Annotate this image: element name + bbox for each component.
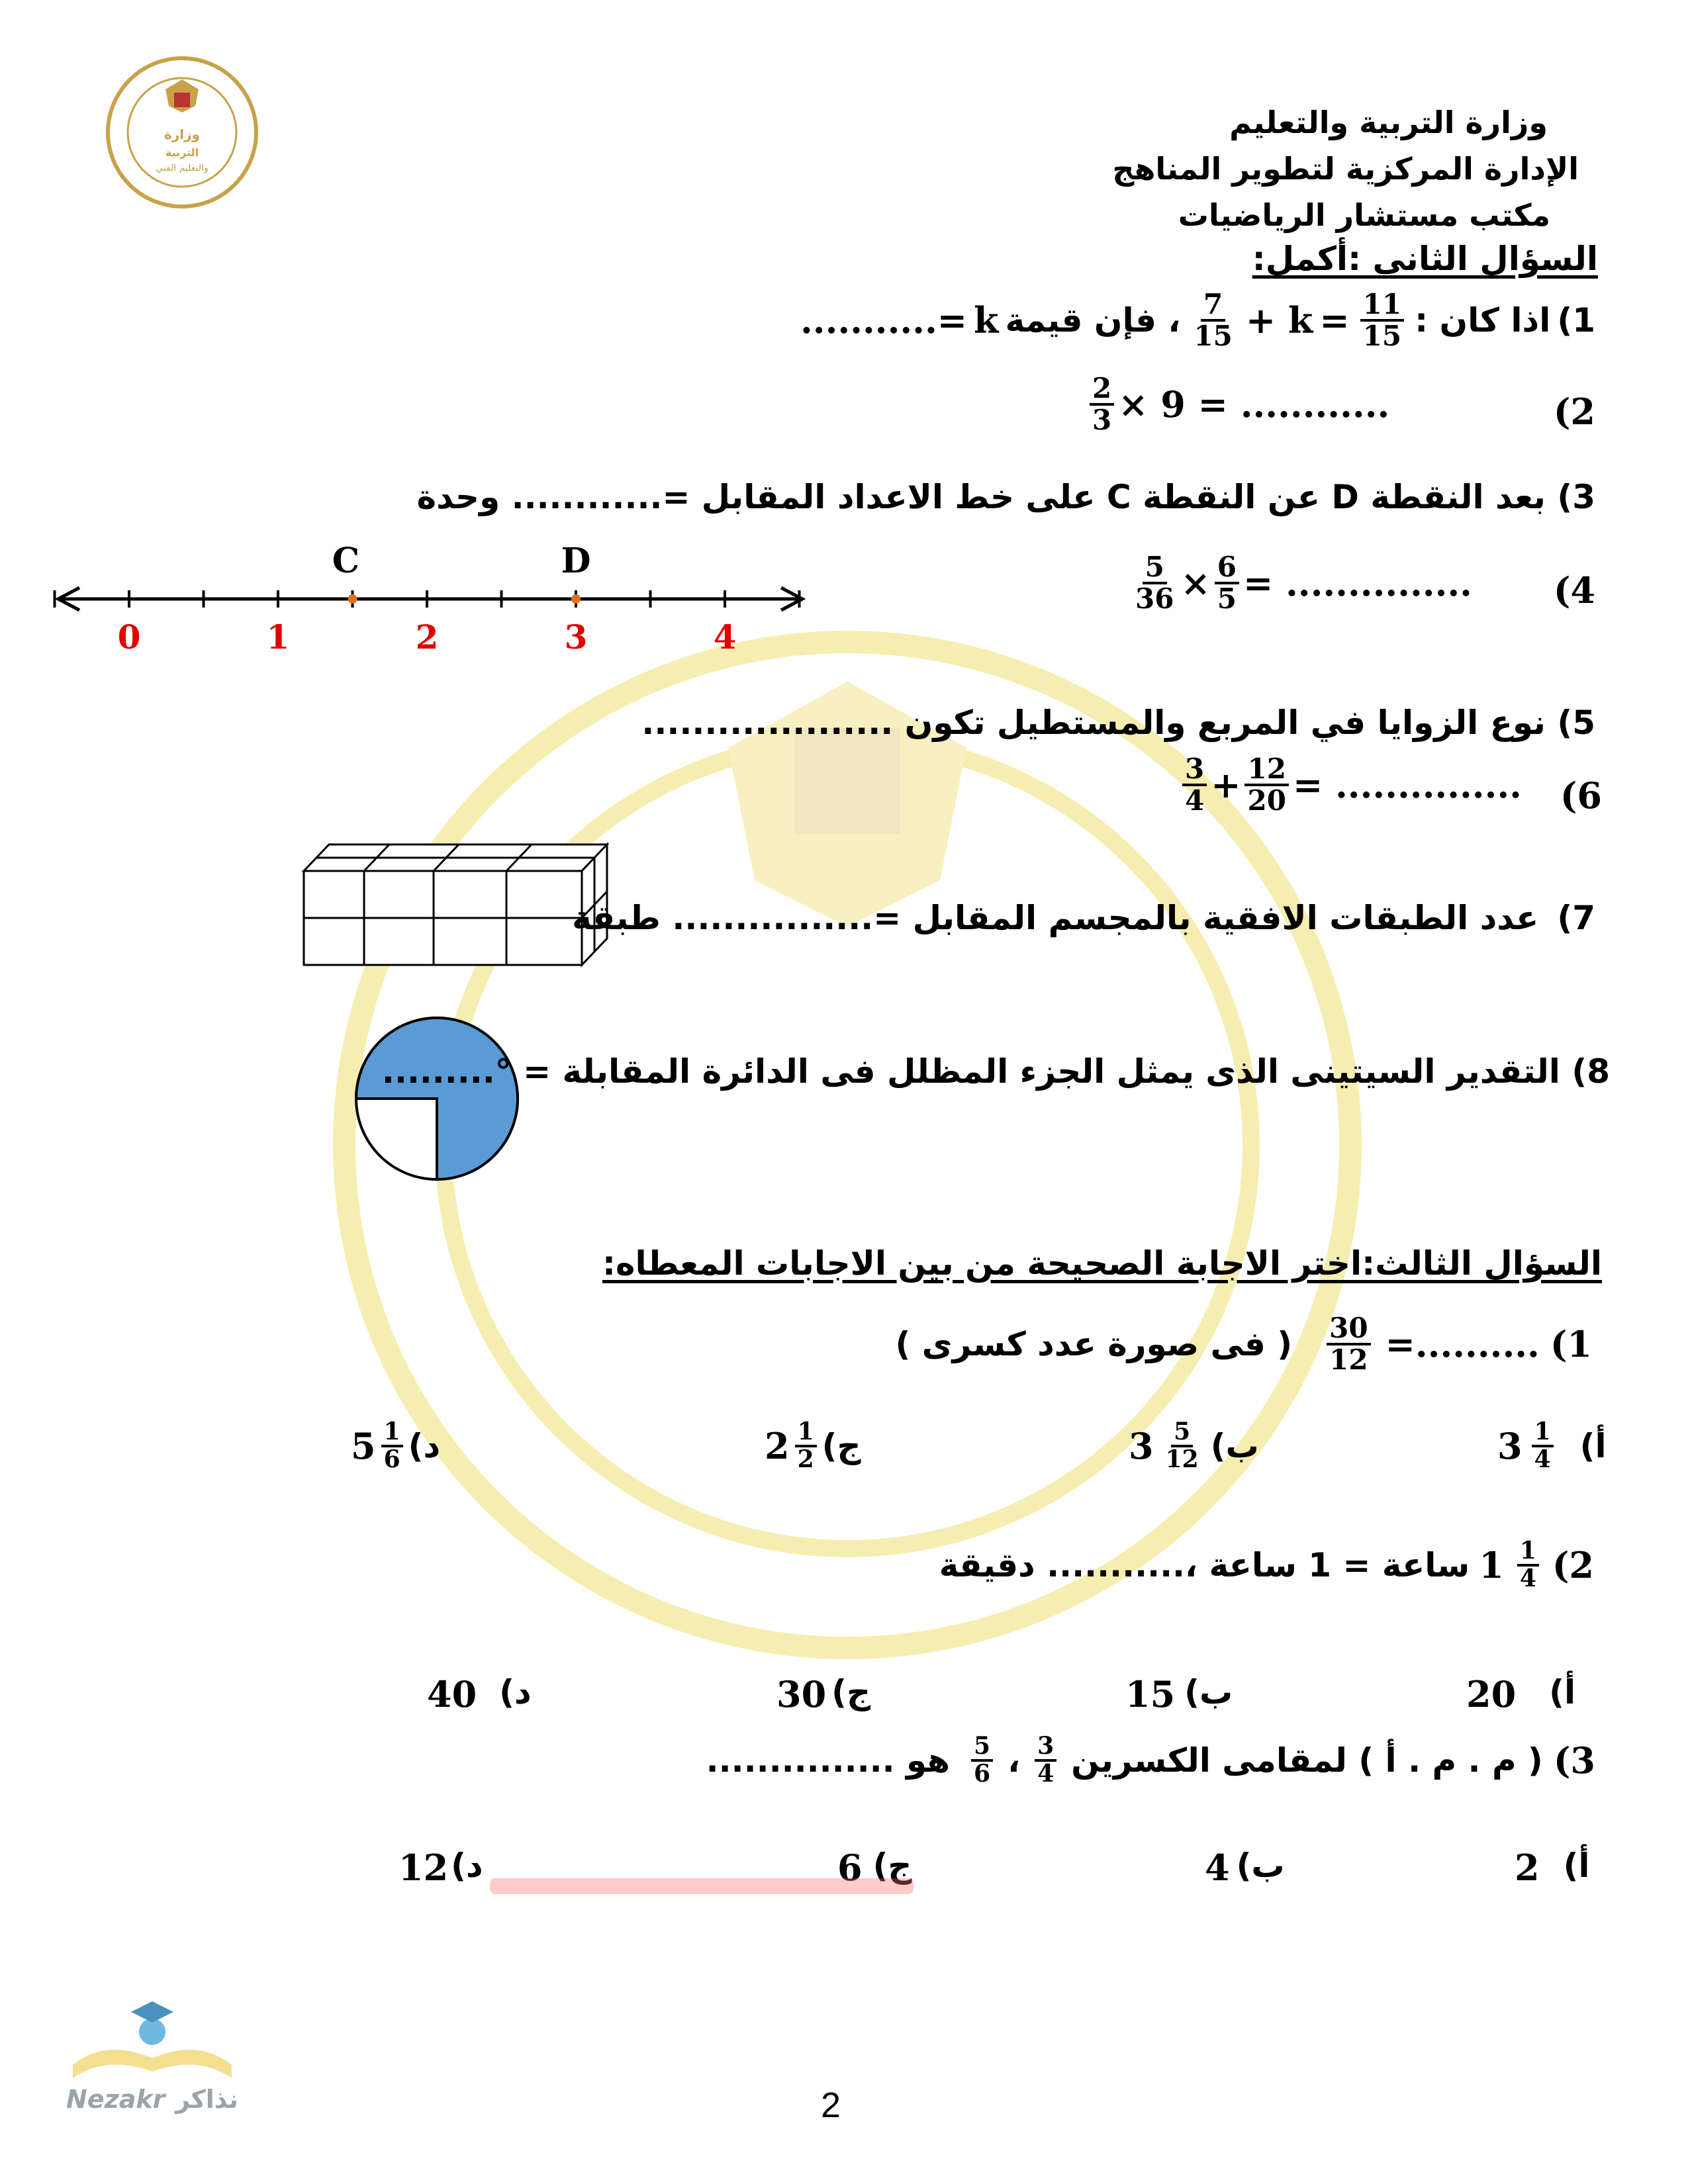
header-department: الإدارة المركزية لتطوير المناهج — [1112, 151, 1579, 187]
point-c-label: C — [332, 541, 360, 581]
s2-q1 — [800, 290, 1595, 351]
s3-q1-blank: ..........= — [1385, 1323, 1540, 1366]
s2-q2-frac: $\frac{2}{3}$ — [1090, 374, 1114, 435]
s3-q1-option-c[interactable]: 2 $\frac{1}{2}$ ج) — [765, 1418, 861, 1473]
red-watermark-stripe — [490, 1878, 914, 1894]
s2-q6-blank: = ............... — [1292, 764, 1522, 807]
s3-q3-option-b[interactable]: 4 ب) — [1205, 1846, 1285, 1889]
s2-q1-tail: ، فإن قيمة — [1005, 301, 1181, 340]
s3-q3-lead: ( م . م . أ ) لمقامى الكسرين — [1071, 1741, 1543, 1780]
number-line-labels — [118, 617, 737, 657]
s3-q3-num: 3) — [1553, 1739, 1595, 1782]
s2-q1-frac-a: $\frac{11}{15}$ — [1360, 290, 1404, 351]
s3-q1-option-c-label: ج) — [821, 1426, 861, 1465]
footer-brand-arabic: نذاكر — [175, 2085, 238, 2114]
s2-q1-frac-b: $\frac{7}{15}$ — [1194, 288, 1233, 353]
s2-q6-num: (6 — [1560, 774, 1602, 817]
point-d-marker — [571, 594, 581, 604]
s3-q2-option-b-label: ب) — [1184, 1673, 1233, 1711]
s2-q4-num: (4 — [1553, 569, 1595, 612]
s3-q1-frac: $\frac{30}{12}$ — [1327, 1314, 1370, 1375]
svg-text:التربية: التربية — [165, 146, 199, 159]
s2-q4-times: × — [1180, 562, 1211, 605]
s3-q3-tail: هو ............... — [706, 1741, 950, 1780]
s3-q2-whole: 1 — [1479, 1543, 1504, 1586]
s3-q2-option-c-label: ج) — [831, 1673, 871, 1711]
s2-q1-k: k — [974, 299, 999, 342]
s2-q2-expr: × 9 = ............ — [1118, 383, 1390, 426]
number-line-label-0: 0 — [117, 617, 141, 657]
s3-q2-option-d[interactable]: 40 د) — [427, 1673, 532, 1715]
s3-q1-option-a-label: أ) — [1579, 1426, 1607, 1465]
s2-q4-frac-b: $\frac{6}{5}$ — [1215, 553, 1239, 614]
s2-q7 — [572, 899, 1595, 937]
shaded-circle — [351, 1013, 523, 1185]
s2-q6-frac-a: $\frac{3}{4}$ — [1182, 754, 1207, 815]
s3-q1-option-d[interactable]: 5 $\frac{1}{6}$ د) — [351, 1418, 441, 1473]
s3-q3-comma: ، — [1008, 1741, 1021, 1780]
s2-q1-blank: =........... — [800, 299, 968, 342]
point-d-label: D — [561, 541, 591, 581]
s2-q3: 3) بعد النقطة D عن النقطة C على خط الاعداد المقابل =............ وحدة — [416, 478, 1595, 516]
section2-title: السؤال الثانى :أكمل: — [1252, 240, 1598, 278]
s2-q7-num: 7) — [1557, 899, 1595, 937]
footer-brand-latin: Nezakr — [66, 2085, 165, 2114]
number-line-label-4: 4 — [713, 617, 737, 657]
s3-q3 — [706, 1734, 1595, 1787]
s2-q1-plus-k: + k — [1245, 299, 1313, 342]
s3-q3-option-c[interactable]: 6 ج) — [837, 1846, 912, 1889]
svg-text:والتعليم الفني: والتعليم الفني — [156, 163, 209, 173]
s3-q1-num: 1) — [1550, 1323, 1592, 1366]
s2-q2 — [1086, 374, 1389, 435]
nezakr-logo — [53, 1985, 252, 2118]
s3-q3-option-a-label: أ) — [1563, 1846, 1590, 1885]
section3-title: السؤال الثالث:اختر الاجابة الصحيحة من بين الاجابات المعطاه: — [602, 1244, 1602, 1283]
page-number: 2 — [821, 2085, 841, 2125]
s2-q4 — [1129, 553, 1472, 614]
s3-q2-option-a-label: أ) — [1549, 1673, 1576, 1711]
number-line-label-2: 2 — [415, 617, 439, 657]
prism-figure — [301, 841, 619, 973]
s2-q6-plus: + — [1211, 764, 1241, 807]
header-ministry: وزارة التربية والتعليم — [1229, 105, 1548, 140]
s2-q4-frac-a: $\frac{5}{36}$ — [1135, 551, 1174, 615]
s3-q2-option-b[interactable]: 15 ب) — [1125, 1673, 1233, 1715]
s2-q7-text: عدد الطبقات الافقية بالمجسم المقابل =................ طبقة — [572, 899, 1539, 937]
s2-q6 — [1178, 754, 1522, 815]
grad-cap-icon — [131, 2001, 173, 2023]
s3-q1-option-b-label: ب) — [1210, 1426, 1259, 1465]
ministry-logo — [103, 53, 261, 212]
s3-q1-option-b[interactable]: 3 $\frac{5}{12}$ ب) — [1129, 1418, 1259, 1473]
s3-q2-num: (2 — [1552, 1543, 1594, 1586]
s2-q1-num: 1) — [1557, 301, 1595, 340]
point-c-marker — [348, 594, 357, 604]
s3-q2-option-c[interactable]: 30 ج) — [776, 1673, 871, 1715]
s3-q1-option-d-label: د) — [408, 1426, 441, 1465]
s2-q2-num: (2 — [1553, 390, 1595, 433]
logo-arabic-mark: وزارة — [164, 126, 201, 142]
s2-q6-frac-b: $\frac{12}{20}$ — [1244, 754, 1288, 815]
s3-q3-option-d[interactable]: 12 د) — [399, 1846, 483, 1889]
number-line-label-1: 1 — [266, 617, 290, 657]
s2-q1-eq: = — [1319, 299, 1350, 342]
s3-q2-text: ساعة = 1 ساعة ،........... دقيقة — [939, 1545, 1470, 1584]
s3-q3-frac-b: $\frac{5}{6}$ — [971, 1734, 993, 1787]
s3-q2 — [939, 1539, 1594, 1592]
number-line-label-3: 3 — [564, 617, 588, 657]
s3-q2-option-d-label: د) — [499, 1673, 532, 1711]
s3-q3-option-d-label: د) — [451, 1846, 483, 1885]
s3-q2-option-a[interactable]: 20 أ) — [1466, 1673, 1576, 1715]
s3-q3-option-c-label: ج) — [872, 1846, 912, 1885]
s3-q1-note: ( فى صورة عدد كسرى ) — [895, 1325, 1293, 1364]
s3-q1 — [896, 1314, 1592, 1375]
s2-q1-lead: اذا كان : — [1415, 301, 1551, 340]
s3-q3-option-b-label: ب) — [1236, 1846, 1285, 1885]
number-line — [46, 536, 814, 668]
header-office: مكتب مستشار الرياضيات — [1178, 197, 1550, 233]
s3-q3-frac-a: $\frac{3}{4}$ — [1035, 1734, 1056, 1787]
s3-q1-option-a[interactable]: 3 $\frac{1}{4}$ أ) — [1497, 1418, 1607, 1473]
s3-q2-frac: $\frac{1}{4}$ — [1517, 1539, 1539, 1592]
s2-q8: 8) التقدير السيتينى الذى يمثل الجزء المظلل فى الدائرة المقابلة = °......... — [381, 1052, 1610, 1091]
s2-q4-blank: = ............... — [1243, 562, 1472, 605]
watermark-shield — [794, 728, 900, 834]
s2-q5: 5) نوع الزوايا في المربع والمستطيل تكون .................... — [641, 704, 1595, 742]
s3-q3-option-a[interactable]: 2 أ) — [1515, 1846, 1590, 1889]
